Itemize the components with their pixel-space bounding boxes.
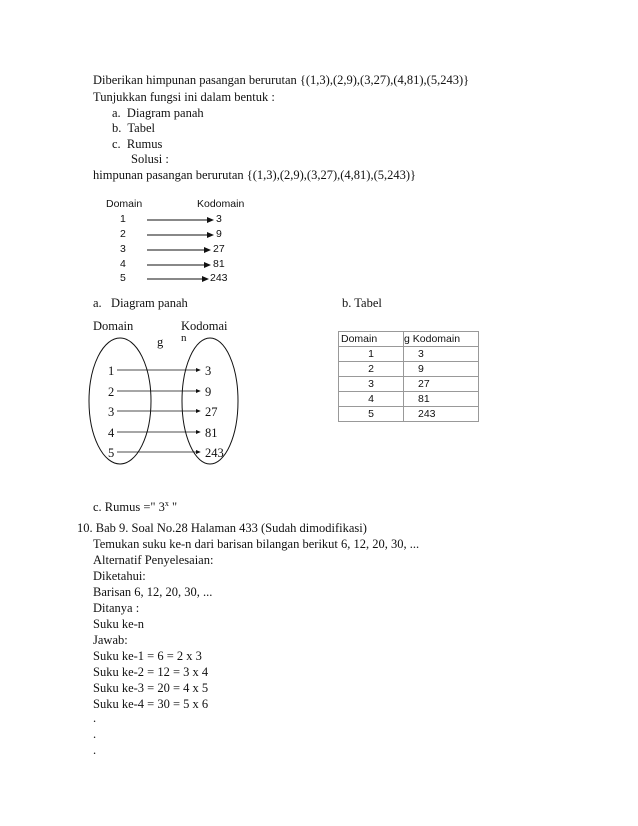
ellipsis-dot: . [93, 727, 97, 741]
kodomain-value: 81 [205, 426, 218, 440]
ellipsis-dot: . [93, 711, 97, 725]
domain-value: 4 [120, 258, 126, 270]
formula-line [93, 496, 177, 515]
kodomain-value: 9 [205, 385, 212, 399]
function-name: g [157, 335, 164, 349]
table-cell: 81 [404, 392, 479, 407]
solution-label: Solusi : [131, 152, 169, 166]
kodomain-value: 3 [205, 364, 212, 378]
table-cell: 3 [404, 347, 479, 362]
table-cell: 3 [339, 377, 404, 392]
answer-line: Barisan 6, 12, 20, 30, ... [93, 585, 213, 599]
table-header-cell [339, 332, 404, 347]
problem-statement: Diberikan himpunan pasangan berurutan {(1,3),(2,9),(3,27),(4,81),(5,243)} [93, 73, 470, 87]
answer-line: Suku ke-n [93, 617, 145, 631]
kodomain-value: 27 [205, 405, 218, 419]
answer-line: Suku ke-1 = 6 = 2 x 3 [93, 649, 202, 663]
kodomain-value: 81 [213, 258, 225, 270]
kodomain-value: 27 [213, 243, 225, 255]
answer-line: Diketahui: [93, 569, 146, 583]
answer-line: Suku ke-2 = 12 = 3 x 4 [93, 665, 209, 679]
list-item: c. Rumus [112, 137, 163, 151]
domain-value: 1 [108, 364, 115, 378]
formula-exponent: x [164, 499, 169, 508]
domain-value: 2 [108, 385, 115, 399]
formula-suffix: " [168, 500, 178, 515]
list-item: b. Tabel [112, 121, 155, 135]
kodomain-value: 243 [205, 446, 224, 460]
kodomain-label-cont: n [181, 332, 187, 344]
domain-value: 3 [120, 243, 126, 255]
table-cell: 243 [404, 407, 479, 422]
domain-value: 5 [120, 272, 126, 284]
table-cell: 5 [339, 407, 404, 422]
table-row [339, 362, 479, 377]
kodomain-value: 3 [216, 213, 222, 225]
table-cell: 9 [404, 362, 479, 377]
instruction: Tunjukkan fungsi ini dalam bentuk : [93, 90, 275, 104]
answer-line: Temukan suku ke-n dari barisan bilangan berikut 6, 12, 20, 30, ... [93, 537, 420, 551]
table-cell: 27 [404, 377, 479, 392]
section-title-a: a. Diagram panah [93, 296, 188, 310]
domain-oval [89, 338, 151, 464]
question-heading: 10. Bab 9. Soal No.28 Halaman 433 (Sudah dimodifikasi) [77, 521, 367, 535]
kodomain-value: 9 [216, 228, 222, 240]
ellipsis-dot: . [93, 743, 97, 757]
table-cell: 2 [339, 362, 404, 377]
domain-value: 3 [108, 405, 115, 419]
domain-value: 1 [120, 213, 126, 225]
table-row [339, 347, 479, 362]
kodomain-label: Kodomai [181, 319, 228, 333]
table-cell: 4 [339, 392, 404, 407]
table-row [339, 392, 479, 407]
header-kodomain: Kodomain [412, 333, 461, 345]
answer-line: Ditanya : [93, 601, 140, 615]
answer-line: Alternatif Penyelesaian: [93, 553, 214, 567]
function-table [338, 331, 479, 422]
table-header-cell [404, 332, 479, 347]
kodomain-header: Kodomain [197, 198, 245, 210]
domain-header: Domain [106, 198, 143, 210]
domain-value: 5 [108, 446, 115, 460]
domain-value: 2 [120, 228, 126, 240]
list-item: a. Diagram panah [112, 106, 204, 120]
table-cell: 1 [339, 347, 404, 362]
answer-line: Suku ke-3 = 20 = 4 x 5 [93, 681, 209, 695]
answer-line: Suku ke-4 = 30 = 5 x 6 [93, 697, 209, 711]
section-title-b: b. Tabel [342, 296, 382, 310]
table-row [339, 407, 479, 422]
header-g: g [404, 333, 410, 345]
domain-value: 4 [108, 426, 115, 440]
kodomain-value: 243 [210, 272, 228, 284]
table-header-row [339, 332, 479, 347]
table-row [339, 377, 479, 392]
formula-prefix: c. Rumus =" 3 [93, 500, 165, 515]
solution-statement: himpunan pasangan berurutan {(1,3),(2,9),(3,27),(4,81),(5,243)} [93, 168, 417, 182]
answer-line: Jawab: [93, 633, 128, 647]
domain-label: Domain [93, 319, 134, 333]
header-domain: Domain [341, 333, 378, 345]
